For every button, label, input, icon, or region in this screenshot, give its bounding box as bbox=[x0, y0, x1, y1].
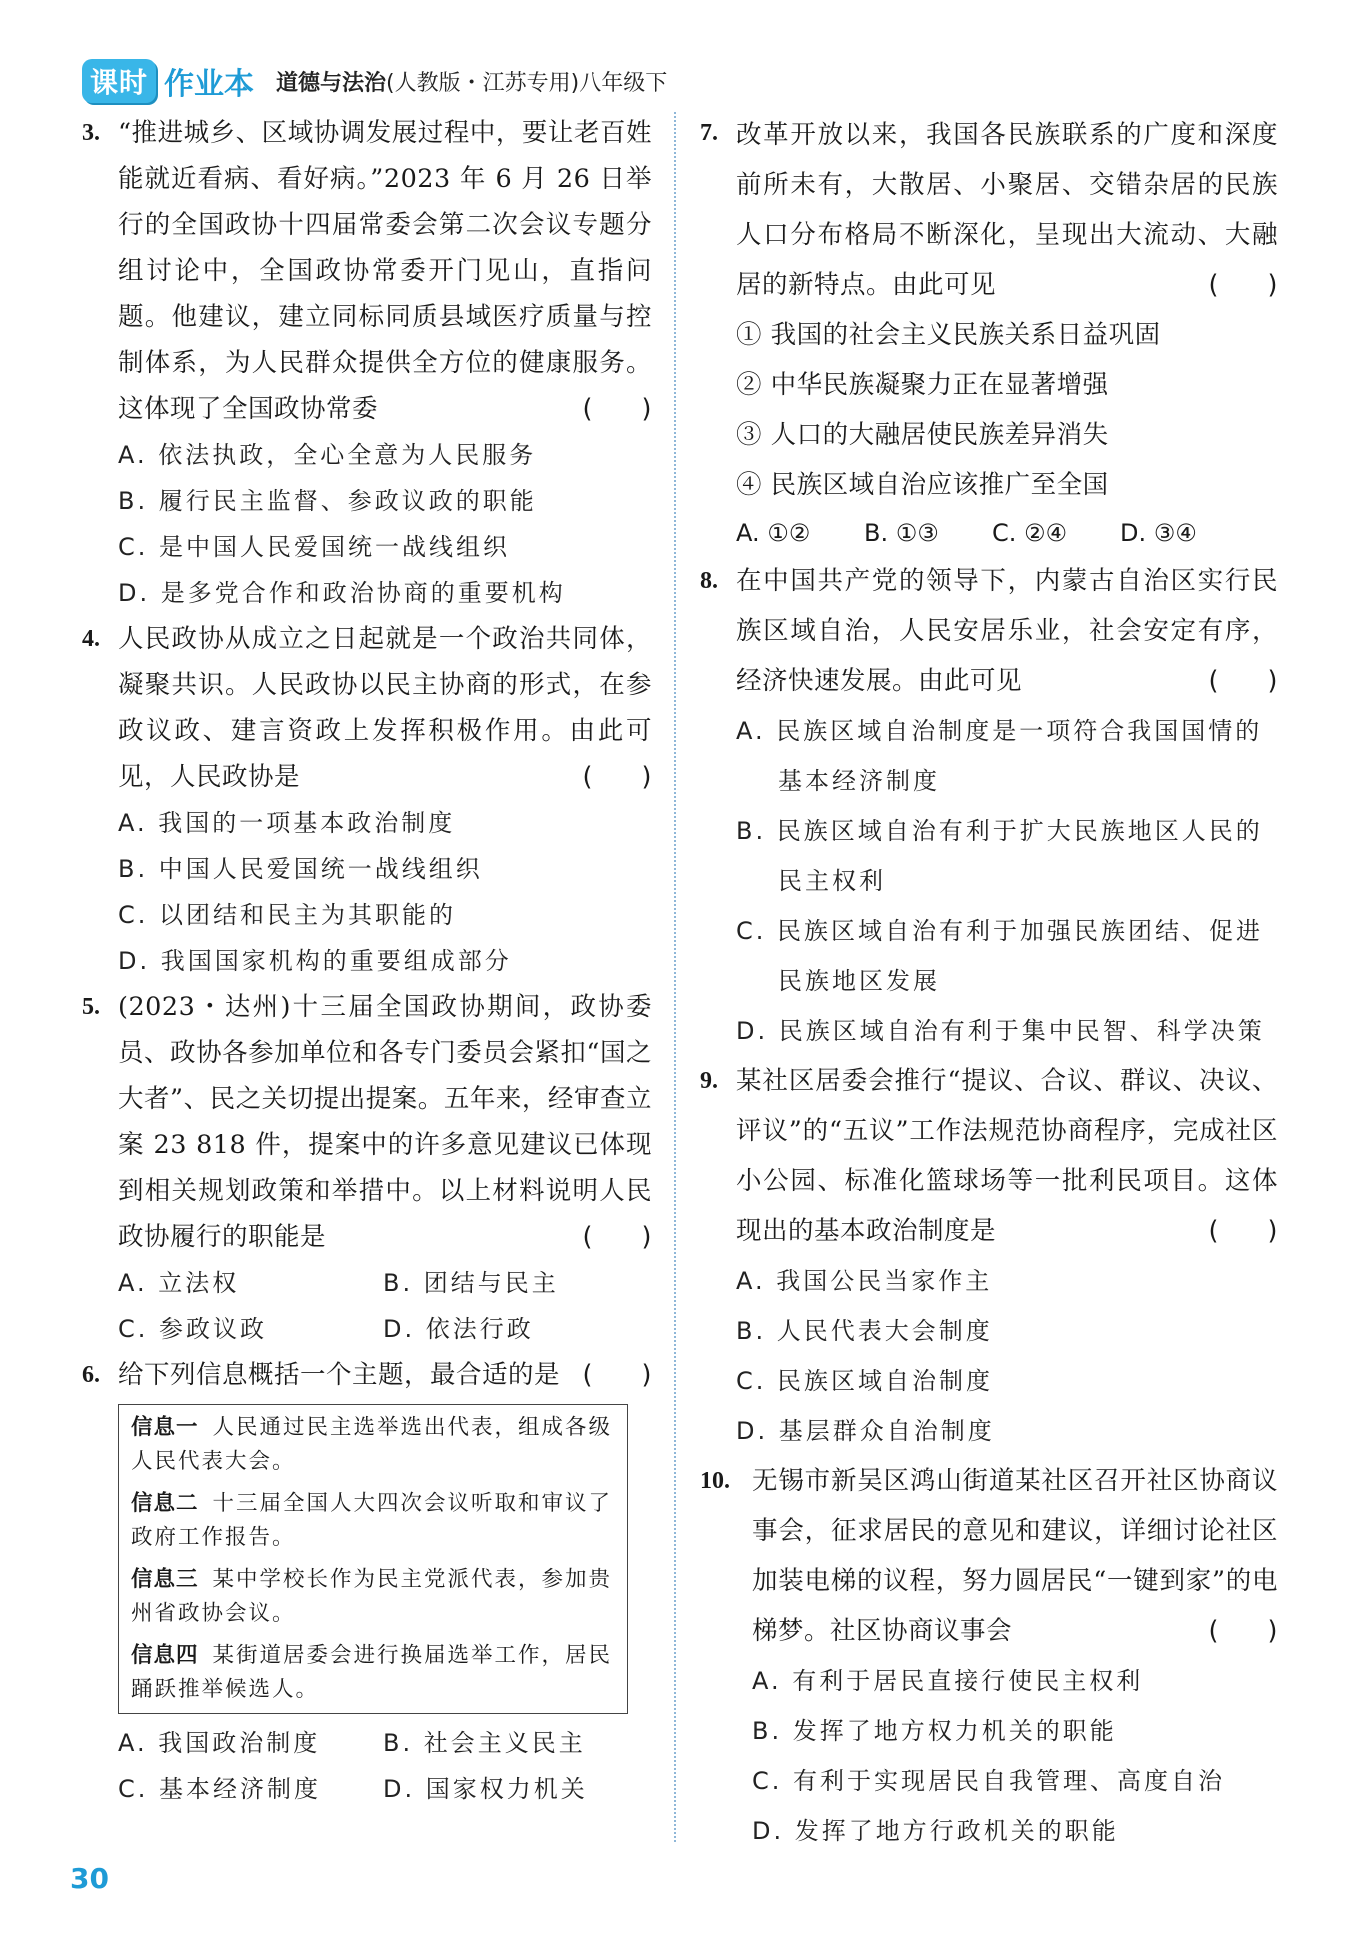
option-b: B. 人民代表大会制度 bbox=[736, 1317, 993, 1345]
question-number: 10. bbox=[700, 1468, 730, 1494]
logo bbox=[82, 59, 254, 103]
question-number: 3. bbox=[82, 120, 100, 146]
answer-bracket: ( ) bbox=[582, 394, 652, 424]
option-c: C. 民族区域自治制度 bbox=[736, 1367, 994, 1395]
option-a: A. 立法权 bbox=[118, 1269, 240, 1297]
answer-bracket: ( ) bbox=[1208, 666, 1278, 696]
info-text: 人民通过民主选举选出代表，组成各级人民代表大会。 bbox=[131, 1415, 613, 1474]
book-title bbox=[276, 66, 667, 97]
info-box bbox=[118, 1404, 628, 1714]
question-7 bbox=[700, 110, 1278, 556]
option-c: C. 民族区域自治有利于加强民族团结、促进民族地区发展 bbox=[736, 917, 1264, 995]
question-stem: “推进城乡、区域协调发展过程中，要让老百姓能就近看病、看好病。”2023 年 6 月 26 日举行的全国政协十四届常委会第二次会议专题分组讨论中，全国政协常委开门见山，直指问题。他建议，建立同标同质县域医疗质量与控制体系，为人民群众提供全方位的健康服务。这体现了全国政协常委 ( ) bbox=[118, 110, 652, 432]
answer-bracket: ( ) bbox=[582, 1360, 652, 1390]
info-item bbox=[131, 1639, 615, 1707]
question-4 bbox=[82, 616, 652, 984]
option-d: D. 国家权力机关 bbox=[383, 1775, 588, 1803]
page-number: 30 bbox=[70, 1862, 109, 1895]
option-a: A. 我国政治制度 bbox=[118, 1729, 321, 1757]
statement-3: ③ 人口的大融居使民族差异消失 bbox=[736, 420, 1109, 450]
answer-bracket: ( ) bbox=[1208, 270, 1278, 300]
info-text: 某中学校长作为民主党派代表，参加贵州省政协会议。 bbox=[131, 1567, 613, 1626]
option-row bbox=[118, 1766, 652, 1812]
statement-2: ② 中华民族凝聚力正在显著增强 bbox=[736, 370, 1109, 400]
option-d: D. 是多党合作和政治协商的重要机构 bbox=[118, 579, 566, 607]
option-a: A. 有利于居民直接行使民主权利 bbox=[752, 1667, 1144, 1695]
question-stem: 在中国共产党的领导下，内蒙古自治区实行民族区域自治，人民安居乐业，社会安定有序，经济快速发展。由此可见 ( ) bbox=[736, 556, 1278, 706]
info-label: 信息三 bbox=[131, 1567, 199, 1592]
question-stem: 无锡市新吴区鸿山街道某社区召开社区协商议事会，征求居民的意见和建议，详细讨论社区加装电梯的议程，努力圆居民“一键到家”的电梯梦。社区协商议事会 ( ) bbox=[752, 1456, 1278, 1656]
logo-badge: 课时 bbox=[82, 59, 156, 103]
question-number: 7. bbox=[700, 120, 718, 146]
info-text: 十三届全国人大四次会议听取和审议了政府工作报告。 bbox=[131, 1491, 613, 1550]
info-label: 信息一 bbox=[131, 1415, 199, 1440]
answer-bracket: ( ) bbox=[582, 762, 652, 792]
option-b: B. 中国人民爱国统一战线组织 bbox=[118, 855, 483, 883]
option-b: B. 社会主义民主 bbox=[383, 1729, 586, 1757]
question-3 bbox=[82, 110, 652, 616]
question-number: 8. bbox=[700, 568, 718, 594]
option-row bbox=[736, 510, 1278, 556]
question-9 bbox=[700, 1056, 1278, 1456]
option-a: A. 民族区域自治制度是一项符合我国国情的基本经济制度 bbox=[736, 717, 1263, 795]
info-item bbox=[131, 1487, 615, 1555]
answer-bracket: ( ) bbox=[1208, 1616, 1278, 1646]
option-b: B. 民族区域自治有利于扩大民族地区人民的民主权利 bbox=[736, 817, 1263, 895]
book-title-edition: (人教版・江苏专用)八年级下 bbox=[386, 70, 668, 96]
option-d: D. ③④ bbox=[1120, 519, 1197, 547]
info-item bbox=[131, 1563, 615, 1631]
option-c: C. ②④ bbox=[992, 519, 1068, 547]
option-row bbox=[118, 1306, 652, 1352]
right-column bbox=[700, 110, 1278, 1856]
column-divider bbox=[674, 112, 676, 1842]
option-d: D. 我国国家机构的重要组成部分 bbox=[118, 947, 512, 975]
option-c: C. 基本经济制度 bbox=[118, 1775, 322, 1803]
question-stem: 人民政协从成立之日起就是一个政治共同体，凝聚共识。人民政协以民主协商的形式，在参政议政、建言资政上发挥积极作用。由此可见，人民政协是 ( ) bbox=[118, 616, 652, 800]
option-b: B. ①③ bbox=[864, 519, 939, 547]
question-number: 9. bbox=[700, 1068, 718, 1094]
question-6 bbox=[82, 1352, 652, 1812]
question-number: 5. bbox=[82, 994, 100, 1020]
option-a: A. 依法执政，全心全意为人民服务 bbox=[118, 441, 537, 469]
option-c: C. 是中国人民爱国统一战线组织 bbox=[118, 533, 511, 561]
option-d: D. 基层群众自治制度 bbox=[736, 1417, 995, 1445]
book-title-subject: 道德与法治 bbox=[276, 70, 387, 96]
question-stem: (2023・达州)十三届全国政协期间，政协委员、政协各参加单位和各专门委员会紧扣“国之大者”、民之关切提出提案。五年来，经审查立案 23 818 件，提案中的许多意见建议已体现到相关规划政策和举措中。以上材料说明人民政协履行的职能是 ( ) bbox=[118, 984, 652, 1260]
page-header bbox=[82, 56, 1282, 106]
option-b: B. 发挥了地方权力机关的职能 bbox=[752, 1717, 1117, 1745]
answer-bracket: ( ) bbox=[582, 1222, 652, 1252]
question-stem: 给下列信息概括一个主题，最合适的是 ( ) bbox=[118, 1352, 652, 1398]
option-a: A. 我国公民当家作主 bbox=[736, 1267, 993, 1295]
option-c: C. 参政议政 bbox=[118, 1315, 268, 1343]
statement-1: ① 我国的社会主义民族关系日益巩固 bbox=[736, 320, 1161, 350]
info-text: 某街道居委会进行换届选举工作，居民踊跃推举候选人。 bbox=[131, 1643, 613, 1702]
question-stem: 改革开放以来，我国各民族联系的广度和深度前所未有，大散居、小聚居、交错杂居的民族人口分布格局不断深化，呈现出大流动、大融居的新特点。由此可见 ( ) bbox=[736, 110, 1278, 310]
option-d: D. 依法行政 bbox=[383, 1315, 534, 1343]
info-label: 信息四 bbox=[131, 1643, 199, 1668]
option-c: C. 有利于实现居民自我管理、高度自治 bbox=[752, 1767, 1226, 1795]
question-stem: 某社区居委会推行“提议、合议、群议、决议、评议”的“五议”工作法规范协商程序，完成社区小公园、标准化篮球场等一批利民项目。这体现出的基本政治制度是 ( ) bbox=[736, 1056, 1278, 1256]
option-a: A. 我国的一项基本政治制度 bbox=[118, 809, 456, 837]
option-d: D. 民族区域自治有利于集中民智、科学决策 bbox=[736, 1017, 1265, 1045]
answer-bracket: ( ) bbox=[1208, 1216, 1278, 1246]
statement-4: ④ 民族区域自治应该推广至全国 bbox=[736, 470, 1109, 500]
question-number: 4. bbox=[82, 626, 100, 652]
option-c: C. 以团结和民主为其职能的 bbox=[118, 901, 457, 929]
question-8 bbox=[700, 556, 1278, 1056]
question-10 bbox=[700, 1456, 1278, 1856]
option-d: D. 发挥了地方行政机关的职能 bbox=[752, 1817, 1119, 1845]
info-item bbox=[131, 1411, 615, 1479]
option-row bbox=[118, 1260, 652, 1306]
left-column bbox=[82, 110, 652, 1812]
option-b: B. 团结与民主 bbox=[383, 1269, 559, 1297]
logo-text: 作业本 bbox=[164, 67, 255, 102]
question-number: 6. bbox=[82, 1362, 100, 1388]
option-a: A. ①② bbox=[736, 519, 811, 547]
info-label: 信息二 bbox=[131, 1491, 199, 1516]
option-b: B. 履行民主监督、参政议政的职能 bbox=[118, 487, 537, 515]
question-5 bbox=[82, 984, 652, 1352]
option-row bbox=[118, 1720, 652, 1766]
